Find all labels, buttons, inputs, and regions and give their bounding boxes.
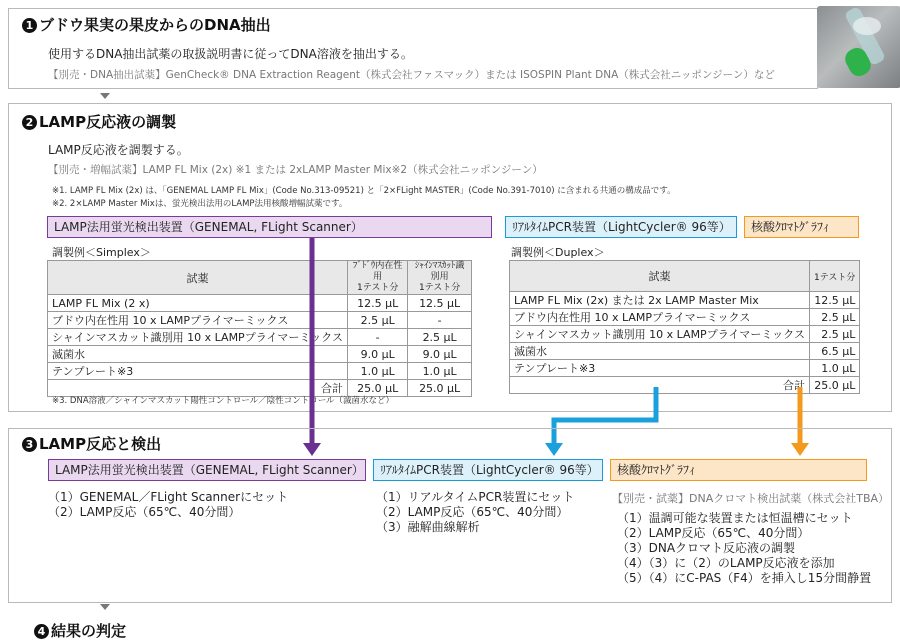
section3-title: 3 LAMP反応と検出 (22, 433, 161, 454)
label-chromatography-3: 核酸ｸﾛﾏﾄｸﾞﾗﾌｨ (610, 459, 867, 481)
label-realtime-pcr: ﾘｱﾙﾀｲﾑPCR装置（LightCycler® 96等） (505, 216, 737, 238)
section1-text: 使用するDNA抽出試薬の取扱説明書に従ってDNA溶液を抽出する。 (48, 47, 413, 61)
table-total-row: 合計 25.0 μL (510, 377, 860, 394)
table-header: ｼｬｲﾝﾏｽｶｯﾄ識別用 1テスト分 (408, 261, 472, 295)
table-row: シャインマスカット識別用 10 x LAMPプライマーミックス 2.5 μL (510, 326, 860, 343)
step-number-badge: 1 (22, 18, 37, 33)
table-row: 滅菌水 9.0 μL 9.0 μL (48, 346, 472, 363)
example-simplex: 調製例＜Simplex＞ (52, 246, 151, 259)
table-row: ブドウ内在性用 10 x LAMPプライマーミックス 2.5 μL - (48, 312, 472, 329)
section1-title: 1 ブドウ果実の果皮からのDNA抽出 (22, 14, 271, 35)
table-header: 試薬 (48, 261, 348, 295)
table-row: テンプレート※3 1.0 μL 1.0 μL (48, 363, 472, 380)
section2-reagents: 【別売・増幅試薬】LAMP FL Mix (2x) ※1 または 2xLAMP Master Mix※2（株式会社ニッポンジーン） (48, 164, 543, 176)
chromatography-steps (617, 511, 871, 586)
footnote-1: ※1. LAMP FL Mix (2x) は、「GENEMAL LAMP FL Mix」(Code No.313-09521) と「2×FLight MASTER」(Code No.391-7010) に含まれる共通の構成品です。 (52, 186, 676, 196)
list-item: （3）DNAクロマト反応液の調製 (617, 541, 796, 555)
footnote-3: ※3. DNA溶液／シャインマスカット陽性コントロール／陰性コントロール（滅菌水など） (52, 396, 395, 406)
table-row: LAMP FL Mix (2 x) 12.5 μL 12.5 μL (48, 295, 472, 312)
section2-text: LAMP反応液を調製する。 (48, 143, 189, 157)
table-header: 1テスト分 (810, 261, 860, 292)
list-item: （2）LAMP反応（65℃、40分間） (617, 526, 810, 540)
list-item: （2）LAMP反応（65℃、40分間） (376, 505, 569, 519)
label-fluorescence-device-3: LAMP法用蛍光検出装置（GENEMAL, FLight Scanner） (48, 459, 366, 481)
section4-title: 4 結果の判定 (34, 620, 126, 641)
fluorescence-steps (48, 490, 288, 520)
table-total-row: 合計 25.0 μL 25.0 μL (48, 380, 472, 397)
table-row: テンプレート※3 1.0 μL (510, 360, 860, 377)
list-item: （5）（4）にC-PAS（F4）を挿入し15分間静置 (617, 571, 872, 585)
label-chromatography: 核酸ｸﾛﾏﾄｸﾞﾗﾌｨ (744, 216, 859, 238)
table-header: ﾌﾞﾄﾞｳ内在性用 1テスト分 (348, 261, 408, 295)
step-number-badge: 4 (34, 624, 49, 639)
table-row: LAMP FL Mix (2x) または 2x LAMP Master Mix 12.5 μL (510, 292, 860, 309)
example-duplex: 調製例＜Duplex＞ (511, 246, 605, 259)
list-item: （4）（3）に（2）のLAMP反応液を添加 (617, 556, 835, 570)
label-fluorescence-device: LAMP法用蛍光検出装置（GENEMAL, FLight Scanner） (47, 216, 492, 238)
step-number-badge: 2 (22, 115, 37, 130)
table-row: ブドウ内在性用 10 x LAMPプライマーミックス 2.5 μL (510, 309, 860, 326)
label-realtime-pcr-3: ﾘｱﾙﾀｲﾑPCR装置（LightCycler® 96等） (373, 459, 603, 481)
section1-reagents: 【別売・DNA抽出試薬】GenCheck® DNA Extraction Reagent（株式会社ファスマック）または ISOSPIN Plant DNA（株式会社ニッポンジーン）など (48, 69, 775, 81)
section2-title: 2 LAMP反応液の調製 (22, 111, 176, 132)
pcr-steps (376, 490, 574, 535)
table-header: 試薬 (510, 261, 810, 292)
list-item: （1）GENEMAL／FLight Scannerにセット (48, 490, 289, 504)
list-item: （1）温調可能な装置または恒温槽にセット (617, 511, 853, 525)
flow-arrow-down (100, 604, 110, 610)
list-item: （2）LAMP反応（65℃、40分間） (48, 505, 241, 519)
footnote-2: ※2. 2×LAMP Master Mixは、蛍光検出法用のLAMP法用核酸増幅試薬です。 (52, 199, 348, 209)
table-row: 滅菌水 6.5 μL (510, 343, 860, 360)
list-item: （1）リアルタイムPCR装置にセット (376, 490, 575, 504)
table-row: シャインマスカット識別用 10 x LAMPプライマーミックス - 2.5 μL (48, 329, 472, 346)
chromatography-reagent: 【別売・試薬】DNAクロマト検出試薬（株式会社TBA） (612, 492, 890, 505)
list-item: （3）融解曲線解析 (376, 520, 480, 534)
step-number-badge: 3 (22, 437, 37, 452)
